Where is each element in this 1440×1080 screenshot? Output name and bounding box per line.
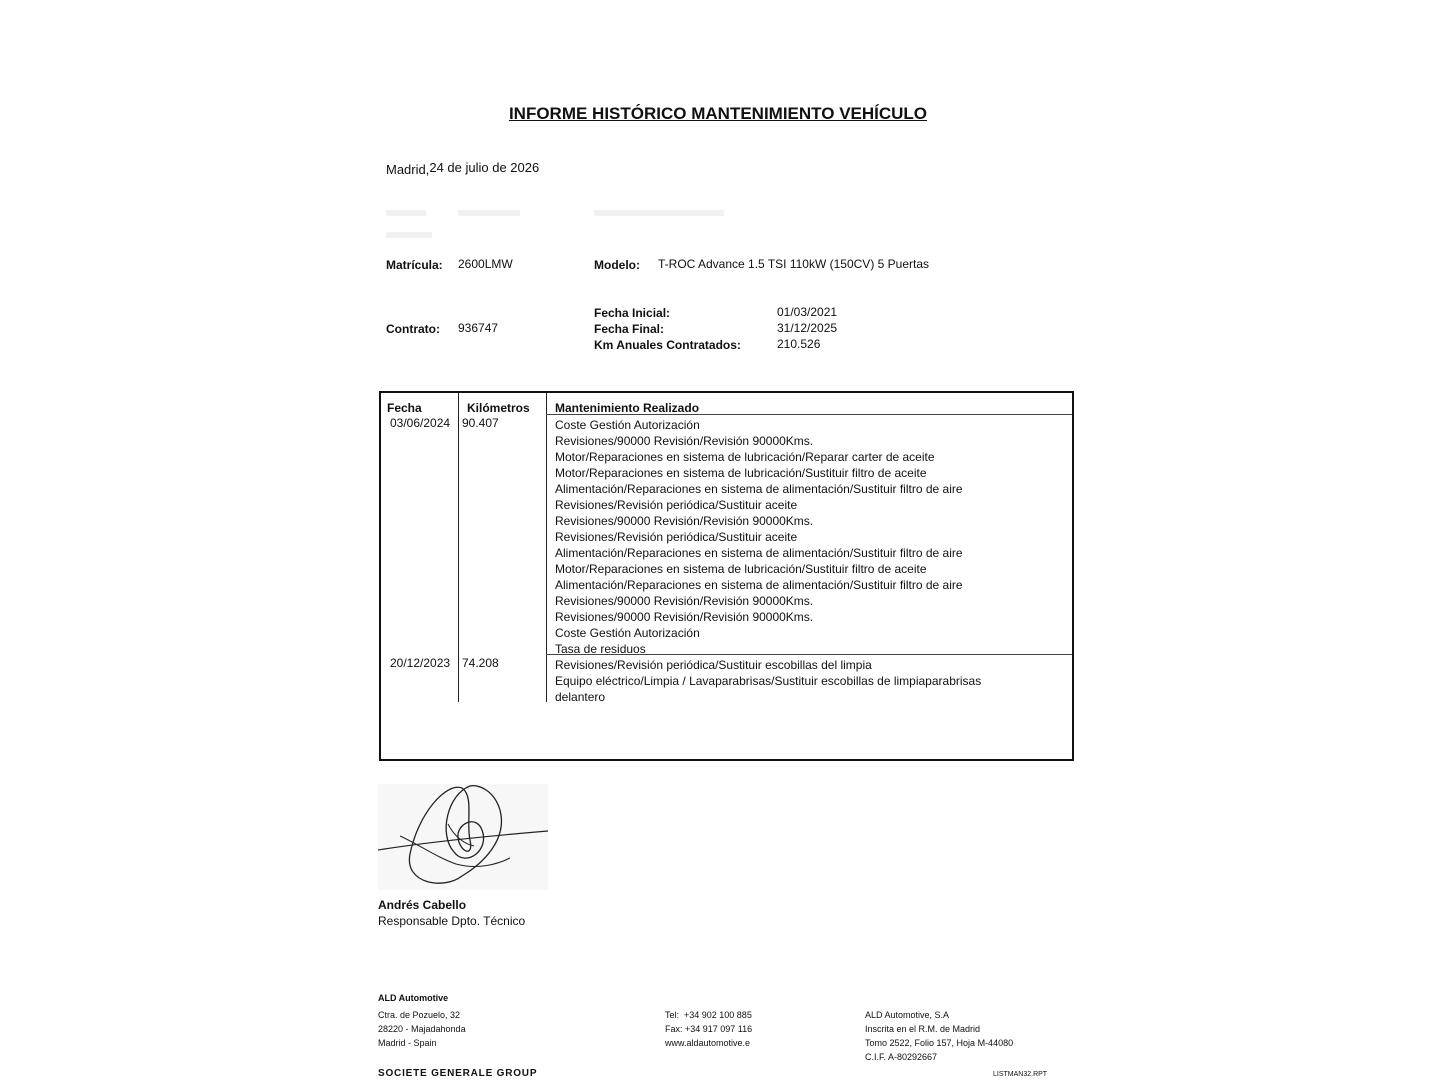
maintenance-item: Motor/Reparaciones en sistema de lubricación/Reparar carter de aceite (555, 450, 935, 464)
footer-legal-line: ALD Automotive, S.A (865, 1010, 950, 1020)
report-title: INFORME HISTÓRICO MANTENIMIENTO VEHÍCULO (508, 104, 928, 123)
maintenance-item: Revisiones/Revisión periódica/Sustituir aceite (555, 498, 798, 512)
km-anuales-value: 210.526 (777, 337, 821, 351)
matricula-label: Matrícula: (386, 258, 443, 272)
maintenance-item: delantero (555, 690, 606, 704)
maintenance-item: Alimentación/Reparaciones en sistema de alimentación/Sustituir filtro de aire (555, 546, 963, 560)
footer-address-line: Ctra. de Pozuelo, 32 (378, 1010, 461, 1020)
header-kilometros: Kilómetros (467, 401, 530, 415)
fecha-inicial-label: Fecha Inicial: (594, 306, 671, 320)
maintenance-table (379, 391, 1074, 761)
column-divider (546, 393, 547, 702)
row-km: 74.208 (462, 656, 499, 670)
row-items (555, 417, 963, 657)
row-date: 03/06/2024 (390, 416, 451, 430)
footer-website: www.aldautomotive.e (665, 1038, 751, 1048)
maintenance-item: Revisiones/90000 Revisión/Revisión 90000Kms. (555, 610, 814, 624)
maintenance-item: Motor/Reparaciones en sistema de lubricación/Sustituir filtro de aceite (555, 562, 927, 576)
maintenance-item: Motor/Reparaciones en sistema de lubricación/Sustituir filtro de aceite (555, 466, 927, 480)
matricula-value: 2600LMW (458, 257, 513, 271)
fecha-inicial-value: 01/03/2021 (777, 305, 838, 319)
footer-company: ALD Automotive (378, 993, 449, 1003)
footer-legal-line: Inscrita en el R.M. de Madrid (865, 1024, 981, 1034)
maintenance-item: Revisiones/Revisión periódica/Sustituir escobillas del limpia (555, 658, 872, 672)
footer-legal-line: C.I.F. A-80292667 (865, 1052, 938, 1062)
row-items (555, 657, 981, 705)
fecha-final-label: Fecha Final: (594, 322, 665, 336)
maintenance-item: Coste Gestión Autorización (555, 418, 700, 432)
city: Madrid, (386, 162, 430, 177)
header-fecha: Fecha (387, 401, 422, 415)
group-logo-text: SOCIETE GENERALE GROUP (378, 1068, 538, 1079)
redacted-line (458, 210, 520, 216)
modelo-label: Modelo: (594, 258, 640, 272)
maintenance-item: Revisiones/90000 Revisión/Revisión 90000Kms. (555, 434, 814, 448)
signature-icon (378, 784, 548, 890)
footer-address-line: 28220 - Majadahonda (378, 1024, 466, 1034)
fecha-final-value: 31/12/2025 (777, 321, 838, 335)
signer-name: Andrés Cabello (378, 898, 467, 912)
maintenance-item: Alimentación/Reparaciones en sistema de alimentación/Sustituir filtro de aire (555, 482, 963, 496)
place-date (386, 160, 539, 175)
handwritten-signature (378, 784, 548, 890)
footer-fax: Fax: +34 917 097 116 (665, 1024, 753, 1034)
maintenance-item: Revisiones/90000 Revisión/Revisión 90000Kms. (555, 514, 814, 528)
footer-address-line: Madrid - Spain (378, 1038, 437, 1048)
report-date: 24 de julio de 2026 (429, 160, 540, 175)
km-anuales-label: Km Anuales Contratados: (594, 338, 741, 352)
signer-role: Responsable Dpto. Técnico (378, 914, 526, 928)
column-divider (458, 393, 459, 702)
footer-legal-line: Tomo 2522, Folio 157, Hoja M-44080 (865, 1038, 1014, 1048)
redacted-line (386, 210, 426, 216)
maintenance-item: Equipo eléctrico/Limpia / Lavaparabrisas/Sustituir escobillas de limpiaparabrisas (555, 674, 982, 688)
maintenance-item: Coste Gestión Autorización (555, 626, 700, 640)
contrato-label: Contrato: (386, 322, 440, 336)
contrato-value: 936747 (458, 321, 499, 335)
report-code: LISTMAN32.RPT (993, 1071, 1048, 1078)
redacted-line (386, 232, 432, 238)
maintenance-item: Revisiones/Revisión periódica/Sustituir aceite (555, 530, 798, 544)
maintenance-item: Alimentación/Reparaciones en sistema de alimentación/Sustituir filtro de aire (555, 578, 963, 592)
footer-phone: Tel: +34 902 100 885 (665, 1010, 752, 1020)
modelo-value: T-ROC Advance 1.5 TSI 110kW (150CV) 5 Puertas (658, 257, 930, 271)
row-km: 90.407 (462, 416, 499, 430)
header-mantenimiento: Mantenimiento Realizado (555, 401, 700, 415)
redacted-line (594, 210, 724, 216)
maintenance-item: Tasa de residuos (555, 642, 646, 656)
footer-contact (665, 1008, 752, 1050)
footer-legal (865, 1008, 1013, 1064)
row-date: 20/12/2023 (390, 656, 451, 670)
maintenance-item: Revisiones/90000 Revisión/Revisión 90000Kms. (555, 594, 814, 608)
footer-address (378, 1008, 466, 1050)
